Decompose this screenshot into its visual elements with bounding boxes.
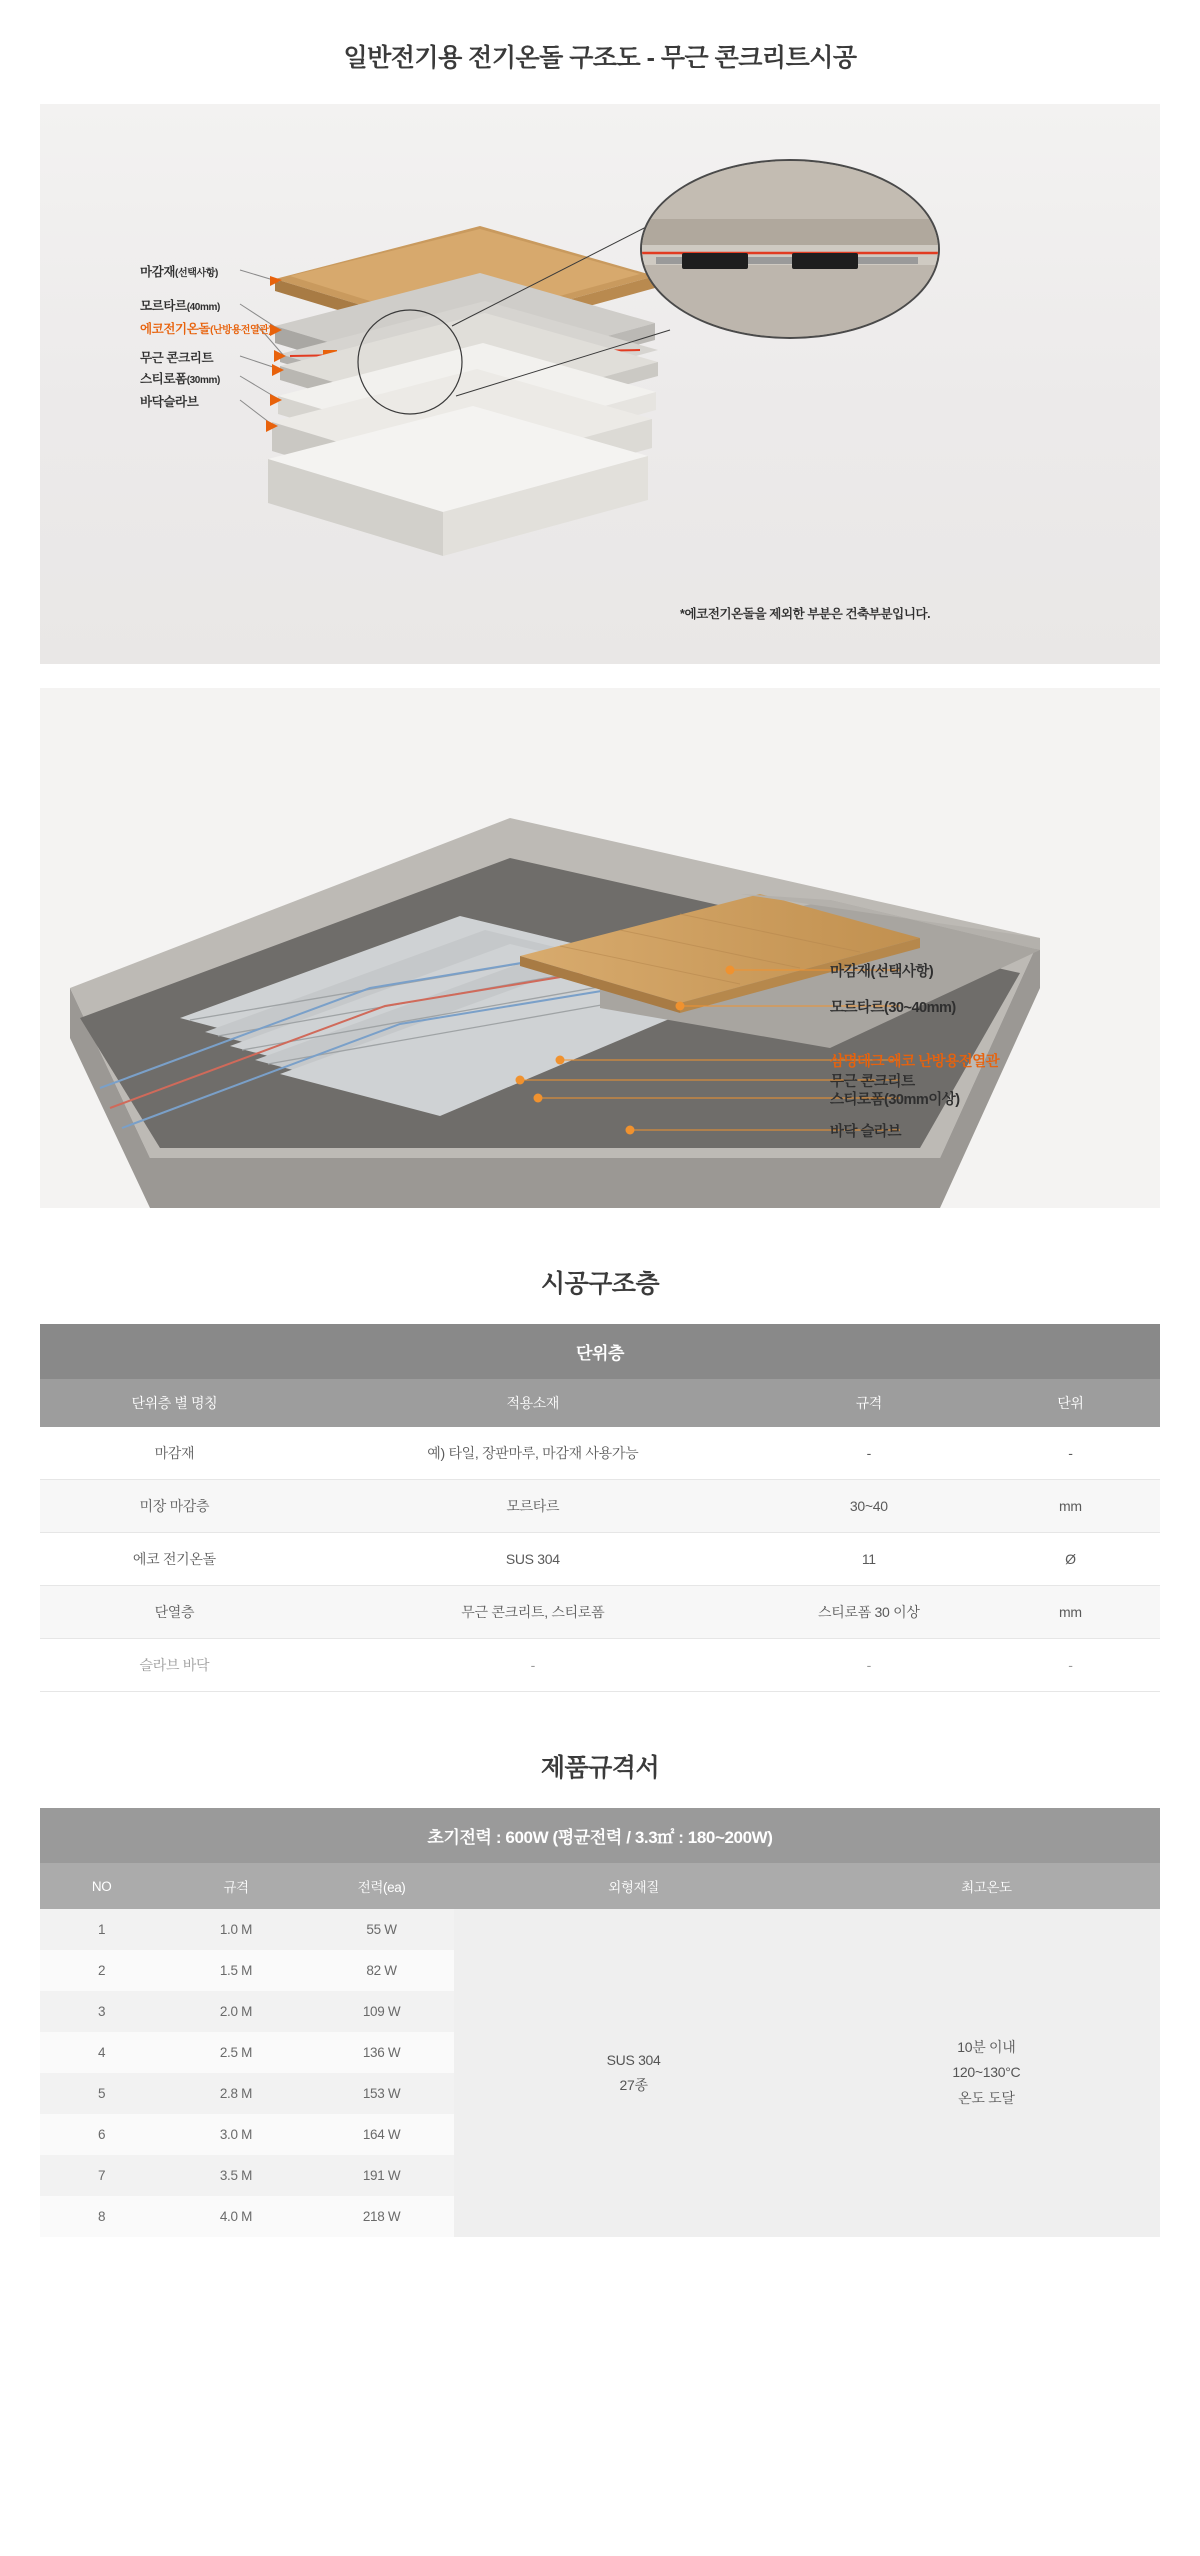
figure1-label-5	[140, 392, 198, 410]
structure-cell-1-0: 미장 마감층	[40, 1480, 309, 1533]
table-row	[40, 1909, 1160, 1950]
structure-header-0: 단위층 별 명칭	[40, 1379, 309, 1427]
spec-cell-6-no: 7	[40, 2155, 163, 2196]
spec-maxtemp-line1: 10분 이내	[957, 2039, 1016, 2056]
structure-cell-2-2: 11	[757, 1533, 981, 1586]
spec-cell-0-power: 55 W	[309, 1909, 455, 1950]
structure-cell-2-3: Ø	[981, 1533, 1160, 1586]
structure-cell-1-1: 모르타르	[309, 1480, 757, 1533]
table-row	[40, 1480, 1160, 1533]
spec-cell-5-power: 164 W	[309, 2114, 455, 2155]
structure-cell-0-0: 마감재	[40, 1427, 309, 1480]
spec-cell-7-no: 8	[40, 2196, 163, 2237]
structure-cell-0-3: -	[981, 1427, 1160, 1480]
cutaway-vector	[40, 688, 1160, 1208]
figure2-label-4: 스티로폼(30mm이상)	[830, 1092, 960, 1108]
detail-magnifier	[640, 159, 940, 339]
spec-cell-2-size: 2.0 M	[163, 1991, 309, 2032]
table-row	[40, 1639, 1160, 1692]
spec-cell-3-power: 136 W	[309, 2032, 455, 2073]
spec-cell-1-size: 1.5 M	[163, 1950, 309, 1991]
magnifier-content	[642, 161, 940, 339]
figure1-label-0-sub: (선택사항)	[175, 268, 218, 279]
spec-maxtemp-line3: 온도 도달	[958, 2089, 1015, 2106]
spec-cell-1-no: 2	[40, 1950, 163, 1991]
spec-header-4: 최고온도	[813, 1863, 1160, 1909]
structure-header-2: 규격	[757, 1379, 981, 1427]
spec-material-line1: SUS 304	[606, 2051, 661, 2068]
product-spec-table	[40, 1808, 1160, 2237]
structure-cell-4-0: 슬라브 바닥	[40, 1639, 309, 1692]
spec-cell-6-size: 3.5 M	[163, 2155, 309, 2196]
table-row	[40, 1533, 1160, 1586]
spec-cell-2-power: 109 W	[309, 1991, 455, 2032]
figure1-label-5-text: 바닥슬라브	[140, 395, 199, 409]
spec-cell-3-no: 4	[40, 2032, 163, 2073]
structure-cell-1-2: 30~40	[757, 1480, 981, 1533]
figure1-label-2-sub: (난방용전열관)	[210, 325, 272, 336]
spec-cell-5-size: 3.0 M	[163, 2114, 309, 2155]
spec-cell-3-size: 2.5 M	[163, 2032, 309, 2073]
figure1-label-2-text: 에코전기온돌	[140, 322, 211, 336]
spec-header-3: 외형재질	[454, 1863, 812, 1909]
spec-material-cell	[454, 1909, 812, 2237]
spec-cell-4-power: 153 W	[309, 2073, 455, 2114]
spec-header-2: 전력(ea)	[309, 1863, 455, 1909]
structure-cell-4-3: -	[981, 1639, 1160, 1692]
table-row	[40, 1586, 1160, 1639]
leader-lines	[240, 270, 284, 426]
page-title: 일반전기용 전기온돌 구조도 - 무근 콘크리트시공	[343, 44, 857, 72]
structure-cell-3-0: 단열층	[40, 1586, 309, 1639]
spec-maxtemp-cell	[813, 1909, 1160, 2237]
section-title-structure: 시공구조층	[540, 1270, 660, 1298]
spec-header-0: NO	[40, 1863, 163, 1909]
figure2-label-2: 삼명테크 에코 난방용전열관	[830, 1054, 1000, 1070]
figure1-label-4-text: 스티로폼	[140, 372, 187, 386]
figure1-label-4-sub: (30mm)	[186, 375, 220, 386]
figure2-label-1: 모르타르(30~40mm)	[830, 1000, 956, 1016]
figure1-label-0-text: 마감재	[140, 265, 176, 279]
structure-cell-4-1: -	[309, 1639, 757, 1692]
figure1-note: *에코전기온돌을 제외한 부분은 건축부분입니다.	[680, 607, 931, 621]
figure1-label-3-text: 무근 콘크리트	[140, 351, 214, 365]
structure-layer-table	[40, 1324, 1160, 1692]
figure1-label-4	[140, 369, 220, 387]
spec-cell-5-no: 6	[40, 2114, 163, 2155]
exploded-structure-diagram	[40, 104, 1160, 664]
figure1-label-1	[140, 296, 220, 314]
figure1-label-3	[140, 348, 213, 366]
exploded-slab-stack	[40, 104, 1160, 664]
spec-cell-0-no: 1	[40, 1909, 163, 1950]
bottom-spacer	[0, 2237, 1200, 2297]
structure-cell-2-0: 에코 전기온돌	[40, 1533, 309, 1586]
spec-cell-6-power: 191 W	[309, 2155, 455, 2196]
structure-cell-3-3: mm	[981, 1586, 1160, 1639]
spec-maxtemp-line2: 120~130°C	[952, 2064, 1021, 2081]
structure-cell-4-2: -	[757, 1639, 981, 1692]
structure-header-1: 적용소재	[309, 1379, 757, 1427]
spec-cell-2-no: 3	[40, 1991, 163, 2032]
cutaway-structure-diagram	[40, 688, 1160, 1208]
figure2-label-5: 바닥 슬라브	[830, 1124, 902, 1140]
spec-header-1: 규격	[163, 1863, 309, 1909]
spec-cell-0-size: 1.0 M	[163, 1909, 309, 1950]
structure-cell-0-1: 예) 타일, 장판마루, 마감재 사용가능	[309, 1427, 757, 1480]
structure-table-banner: 단위층	[40, 1324, 1160, 1379]
structure-cell-0-2: -	[757, 1427, 981, 1480]
structure-cell-3-2: 스티로폼 30 이상	[757, 1586, 981, 1639]
section-title-spec: 제품규격서	[540, 1754, 660, 1782]
structure-header-3: 단위	[981, 1379, 1160, 1427]
spec-cell-7-size: 4.0 M	[163, 2196, 309, 2237]
spec-cell-7-power: 218 W	[309, 2196, 455, 2237]
spec-cell-1-power: 82 W	[309, 1950, 455, 1991]
figure2-label-0: 마감재(선택사항)	[830, 964, 934, 980]
figure1-label-0	[140, 262, 218, 280]
structure-cell-2-1: SUS 304	[309, 1533, 757, 1586]
spec-material-line2: 27종	[619, 2077, 648, 2093]
structure-cell-1-3: mm	[981, 1480, 1160, 1533]
spec-table-banner: 초기전력 : 600W (평균전력 / 3.3㎡ : 180~200W)	[40, 1808, 1160, 1863]
structure-cell-3-1: 무근 콘크리트, 스티로폼	[309, 1586, 757, 1639]
spec-cell-4-size: 2.8 M	[163, 2073, 309, 2114]
spec-cell-4-no: 5	[40, 2073, 163, 2114]
figure1-label-2	[140, 319, 271, 337]
table-row	[40, 1427, 1160, 1480]
figure2-label-3: 무근 콘크리트	[830, 1074, 915, 1090]
figure1-label-1-text: 모르타르	[140, 299, 187, 313]
figure1-label-1-sub: (40mm)	[186, 302, 220, 313]
